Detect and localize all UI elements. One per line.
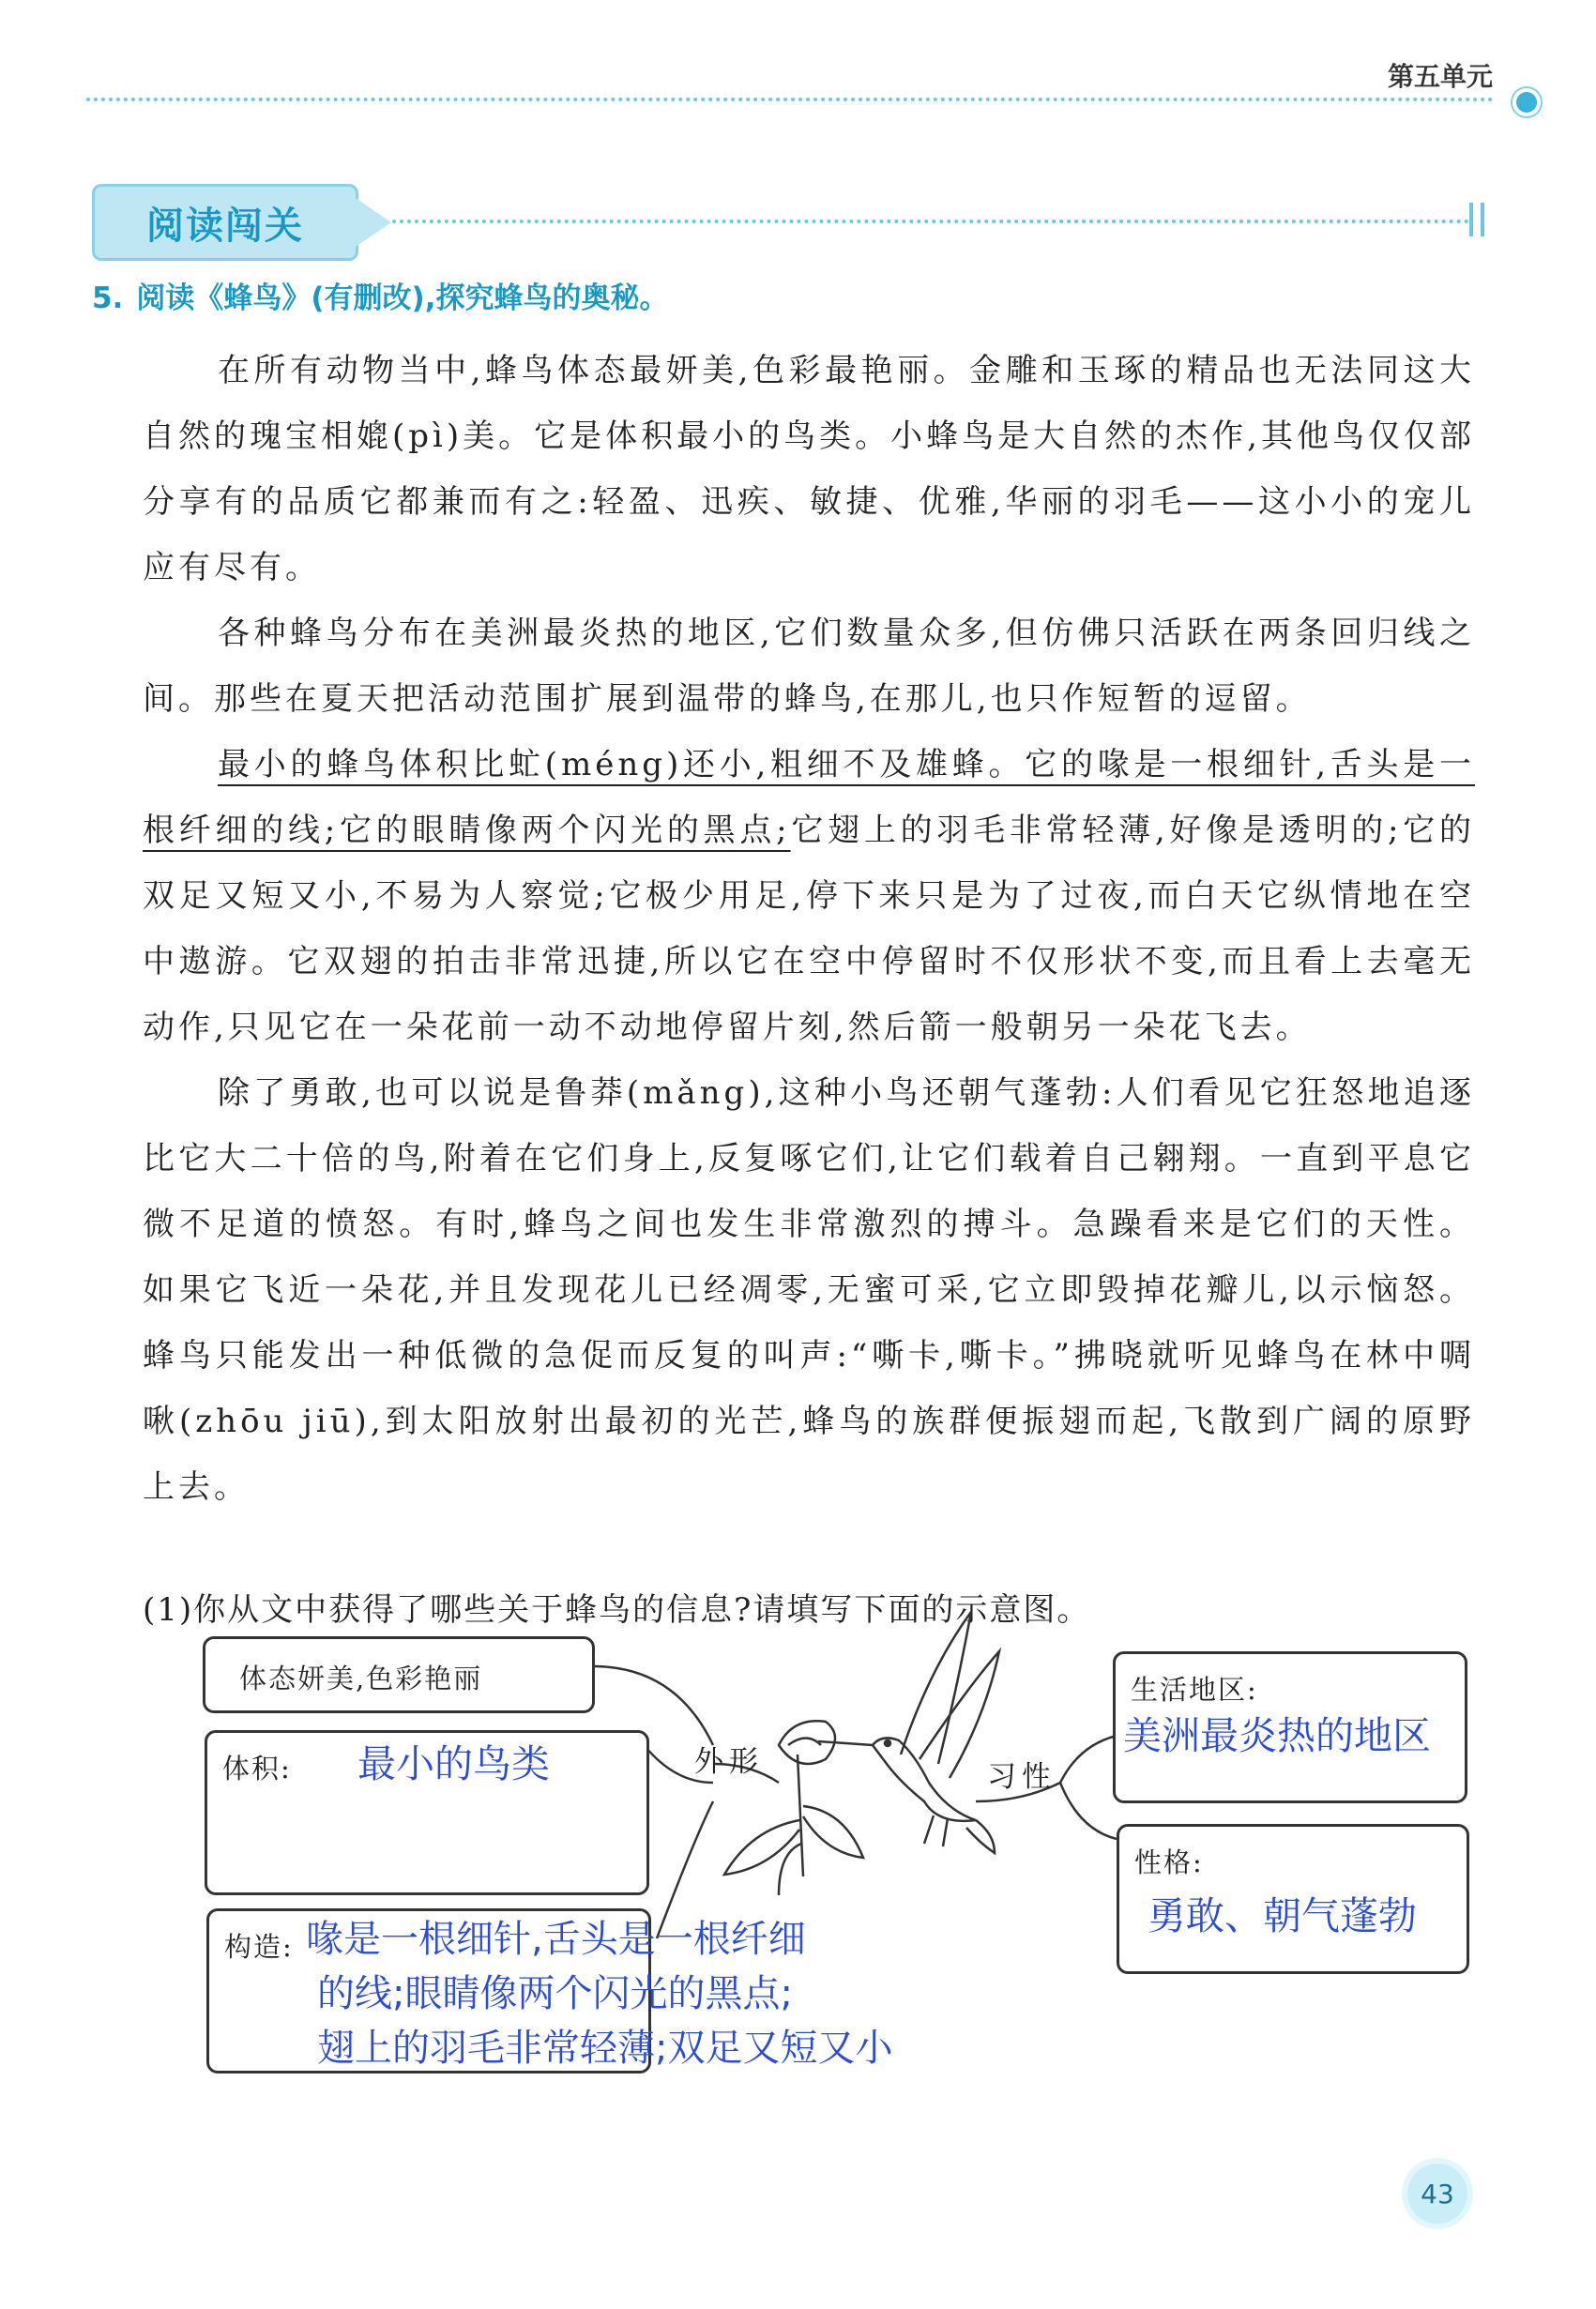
header-circle-icon xyxy=(1511,86,1543,118)
structure-label: 构造: xyxy=(224,1931,294,1963)
passage-paragraph-3 xyxy=(143,732,1475,1060)
posture-text: 体态妍美,色彩艳丽 xyxy=(239,1663,483,1694)
hummingbird-illustration xyxy=(818,1612,999,1853)
habit-branch-label: 习性 xyxy=(987,1760,1056,1794)
size-box[interactable] xyxy=(205,1730,649,1895)
character-label: 性格: xyxy=(1134,1846,1204,1878)
structure-answer-line-2: 的线;眼睛像两个闪光的黑点; xyxy=(317,1972,793,2015)
size-answer: 最小的鸟类 xyxy=(357,1741,550,1786)
underlined-sentence: 最小的蜂鸟体积比虻(méng)还小,粗细不及雄蜂。它的喙是一根细针,舌头是一根纤细的线;它的眼睛像两个闪光的黑点; xyxy=(143,746,1475,849)
region-label: 生活地区: xyxy=(1131,1674,1258,1706)
section-end-mark-icon xyxy=(1469,203,1484,236)
region-box[interactable] xyxy=(1113,1651,1467,1803)
section-divider xyxy=(392,220,1469,223)
reading-passage xyxy=(143,338,1475,1520)
passage-paragraph-1: 在所有动物当中,蜂鸟体态最妍美,色彩最艳丽。金雕和玉琢的精品也无法同这大自然的瑰宝相媲(pì)美。它是体积最小的鸟类。小蜂鸟是大自然的杰作,其他鸟仅仅部分享有的品质它都兼而有之:轻盈、迅疾、敏捷、优雅,华丽的羽毛——这小小的宠儿应有尽有。 xyxy=(143,352,1475,586)
section-title: 阅读闯关 xyxy=(92,184,358,261)
header-divider xyxy=(86,98,1494,101)
appearance-branch-label: 外形 xyxy=(694,1745,764,1779)
passage-paragraph-3-rest: 它翅上的羽毛非常轻薄,好像是透明的;它的双足又短又小,不易为人察觉;它极少用足,停下来只是为了过夜,而白天它纵情地在空中遨游。它双翅的拍击非常迅捷,所以它在空中停留时不仅形状不变,而且看上去毫无动作,只见它在一朵花前一动不动地停留片刻,然后箭一般朝另一朵花飞去。 xyxy=(143,812,1475,1046)
question-number: 5. xyxy=(92,281,124,315)
sub-question: (1)你从文中获得了哪些关于蜂鸟的信息?请填写下面的示意图。 xyxy=(143,1591,1091,1629)
question-heading xyxy=(92,274,668,316)
size-label: 体积: xyxy=(222,1753,292,1785)
unit-label: 第五单元 xyxy=(1387,61,1493,92)
page-number: 43 xyxy=(1407,2164,1467,2224)
character-answer: 勇敢、朝气蓬勃 xyxy=(1148,1893,1417,1938)
character-box[interactable] xyxy=(1117,1824,1469,1974)
posture-box xyxy=(203,1636,595,1713)
question-text: 阅读《蜂鸟》(有删改),探究蜂鸟的奥秘。 xyxy=(136,281,669,315)
passage-paragraph-4: 除了勇敢,也可以说是鲁莽(mǎng),这种小鸟还朝气蓬勃:人们看见它狂怒地追逐比它大二十倍的鸟,附着在它们身上,反复啄它们,让它们载着自己翱翔。一直到平息它微不足道的愤怒。有时,蜂鸟之间也发生非常激烈的搏斗。急躁看来是它们的天性。如果它飞近一朵花,并且发现花儿已经凋零,无蜜可采,它立即毁掉花瓣儿,以示恼怒。蜂鸟只能发出一种低微的急促而反复的叫声:“嘶卡,嘶卡。”拂晓就听见蜂鸟在林中啁啾(zhōu jiū),到太阳放射出最初的光芒,蜂鸟的族群便振翅而起,飞散到广阔的原野上去。 xyxy=(143,1074,1475,1506)
region-answer: 美洲最炎热的地区 xyxy=(1123,1713,1431,1758)
structure-answer xyxy=(306,1912,1019,2075)
structure-answer-line-3: 翅上的羽毛非常轻薄;双足又短又小 xyxy=(317,2027,893,2070)
passage-paragraph-2: 各种蜂鸟分布在美洲最炎热的地区,它们数量众多,但仿佛只活跃在两条回归线之间。那些在夏天把活动范围扩展到温带的蜂鸟,在那儿,也只作短暂的逗留。 xyxy=(143,615,1475,718)
structure-answer-line-1: 喙是一根细针,舌头是一根纤细 xyxy=(306,1918,806,1961)
